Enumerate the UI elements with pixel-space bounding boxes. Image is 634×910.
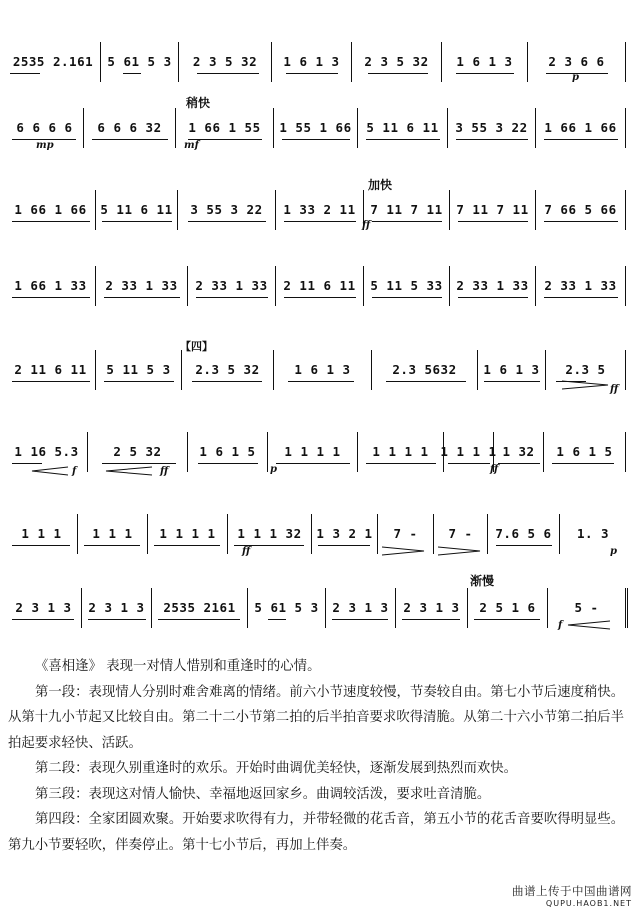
measure-notes: 2 3 5 32 <box>192 53 258 69</box>
dynamic-mark: mp <box>36 140 54 151</box>
measure-notes: 1 33 2 11 <box>283 201 356 217</box>
measure-notes: 1 1 1 <box>92 525 133 541</box>
score-row-8 <box>6 588 628 631</box>
watermark-url: QUPU.HAOB1.NET <box>545 899 632 908</box>
dynamic-mark: p <box>572 72 579 83</box>
measure <box>96 190 178 230</box>
measure-notes: 1 3 2 1 <box>316 525 373 541</box>
measure-notes: 5 61 5 3 <box>254 599 319 615</box>
measure <box>364 190 450 230</box>
dynamic-mark: ff <box>160 466 169 477</box>
measure-notes: 2 11 6 11 <box>283 277 356 293</box>
tempo-marking: 加快 <box>368 178 393 192</box>
measure-notes: 6 6 6 6 <box>16 119 73 135</box>
measure-notes: 1 6 1 3 <box>456 53 513 69</box>
measure <box>536 108 626 148</box>
measure <box>450 190 536 230</box>
measure-notes: 2 33 1 33 <box>105 277 178 293</box>
measure <box>84 108 176 148</box>
measure-notes: 7 66 5 66 <box>544 201 617 217</box>
measure <box>326 588 396 628</box>
measure-notes: 5 11 6 11 <box>100 201 173 217</box>
measure-notes: 7 - <box>393 525 418 541</box>
measure <box>6 350 96 390</box>
measure <box>312 514 378 554</box>
measure-notes: 2 3 1 3 <box>403 599 460 615</box>
measure-notes: 1 6 1 5 <box>556 443 613 459</box>
measure-notes: 2 11 6 11 <box>14 361 87 377</box>
measure <box>352 42 442 82</box>
measure <box>536 190 626 230</box>
measure <box>268 432 358 472</box>
measure-notes: 2.3 5632 <box>392 361 457 377</box>
measure-notes: 1 1 1 1 <box>284 443 341 459</box>
measure <box>248 588 326 628</box>
measure-notes: 1 1 1 <box>21 525 62 541</box>
measure-notes: 3 55 3 22 <box>190 201 263 217</box>
measure <box>148 514 228 554</box>
measure-notes: 1. 3 <box>576 525 610 541</box>
measure <box>78 514 148 554</box>
measure-notes: 2 3 1 3 <box>88 599 145 615</box>
measure-notes: 6 6 6 32 <box>97 119 162 135</box>
dynamic-mark: ff <box>490 464 499 475</box>
measure-notes: 1 6 1 3 <box>283 53 340 69</box>
measure <box>364 266 450 306</box>
measure-notes: 7 - <box>448 525 473 541</box>
measure <box>6 514 78 554</box>
measure <box>188 432 268 472</box>
score-row-1 <box>6 42 628 82</box>
dynamic-mark: ff <box>242 546 251 557</box>
decrescendo-hairpin <box>438 546 482 556</box>
measure <box>228 514 312 554</box>
measure-notes: 1 66 1 33 <box>14 277 87 293</box>
measure <box>272 42 352 82</box>
score-row-3 <box>6 190 628 230</box>
measure-notes: 1 1 1 1 <box>440 443 497 459</box>
measure <box>182 350 274 390</box>
crescendo-hairpin <box>30 466 70 476</box>
measure <box>536 266 626 306</box>
measure-notes: 3 55 3 22 <box>455 119 528 135</box>
measure-notes: 5 61 5 3 <box>107 53 172 69</box>
measure-notes: 1 32 <box>502 443 535 459</box>
measure <box>358 432 444 472</box>
measure-notes: 5 11 6 11 <box>366 119 439 135</box>
tempo-marking: 稍快 <box>186 96 211 110</box>
measure <box>396 588 468 628</box>
dynamic-mark: p <box>270 464 277 475</box>
tempo-marking: 渐慢 <box>470 574 495 588</box>
measure-notes: 1 16 5.3 <box>14 443 79 459</box>
measure <box>372 350 478 390</box>
measure-notes: 2 33 1 33 <box>544 277 617 293</box>
dynamic-mark: mf <box>184 140 199 151</box>
dynamic-mark: p <box>610 546 617 557</box>
dynamic-mark: ff <box>610 384 619 395</box>
commentary-paragraph: 第四段：全家团圆欢聚。开始要求吹得有力，并带轻微的花舌音，第五小节的花舌音要吹得明显些。第九小节要轻吹，伴奏停止。第十七小节后，再加上伴奏。 <box>8 812 625 853</box>
crescendo-hairpin <box>104 466 154 476</box>
measure-notes: 7 11 7 11 <box>456 201 529 217</box>
measure <box>468 588 548 628</box>
dynamic-mark: ff <box>362 220 371 231</box>
commentary-paragraph: 第三段：表现这对情人愉快、幸福地返回家乡。曲调较活泼，要求吐音清脆。 <box>35 786 491 802</box>
measure-notes: 1 66 1 55 <box>188 119 261 135</box>
measure-notes: 1 1 1 1 <box>159 525 216 541</box>
measure-notes: 7.6 5 6 <box>495 525 552 541</box>
measure <box>188 266 276 306</box>
commentary-paragraph: 第一段：表现情人分别时难舍难离的情绪。前六小节速度较慢，节奏较自由。第七小节后速度稍快。从第十九小节起又比较自由。第二十二小节第二拍的后半拍音要求吹得清脆。从第二十六小节第二拍后半拍起要求轻快、活跃。 <box>8 684 625 751</box>
score-row-2 <box>6 108 628 151</box>
measure <box>276 190 364 230</box>
crescendo-hairpin <box>566 620 612 630</box>
measure-notes: 2 3 6 6 <box>548 53 605 69</box>
measure <box>494 432 544 472</box>
measure-notes: 2 33 1 33 <box>456 277 529 293</box>
measure-notes: 5 11 5 33 <box>370 277 443 293</box>
measure-notes: 2.3 5 <box>565 361 606 377</box>
measure <box>6 266 96 306</box>
measure-notes: 1 55 1 66 <box>279 119 352 135</box>
decrescendo-hairpin <box>562 380 610 390</box>
measure-notes: 2 5 1 6 <box>479 599 536 615</box>
measure <box>448 108 536 148</box>
measure <box>101 42 179 82</box>
measure <box>178 190 276 230</box>
commentary-block <box>8 654 626 858</box>
measure <box>442 42 528 82</box>
measure <box>82 588 152 628</box>
site-watermark <box>512 883 632 908</box>
score-row-6 <box>6 432 628 477</box>
measure-notes: 2.3 5 32 <box>195 361 260 377</box>
commentary-intro: 《喜相逢》 表现一对情人惜别和重逢时的心情。 <box>35 659 321 674</box>
measure <box>544 432 626 472</box>
measure-notes: 1 6 1 3 <box>294 361 351 377</box>
score-row-5 <box>6 350 628 395</box>
measure <box>274 350 372 390</box>
measure-notes: 1 1 1 1 <box>372 443 429 459</box>
measure <box>274 108 358 148</box>
watermark-text: 曲谱上传于中国曲谱网 <box>512 884 632 898</box>
measure-notes: 2535 2.161 <box>12 53 94 69</box>
measure-notes: 1 1 1 32 <box>237 525 302 541</box>
measure <box>152 588 248 628</box>
decrescendo-hairpin <box>382 546 426 556</box>
measure-notes: 2 3 1 3 <box>332 599 389 615</box>
dynamic-mark: f <box>72 466 77 477</box>
measure-notes: 2 33 1 33 <box>195 277 268 293</box>
measure <box>96 266 188 306</box>
measure-notes: 7 11 7 11 <box>370 201 443 217</box>
measure <box>276 266 364 306</box>
measure-notes: 1 6 1 3 <box>483 361 540 377</box>
section-marking: 【四】 <box>180 340 213 353</box>
measure-notes: 1 66 1 66 <box>544 119 617 135</box>
score-row-4 <box>6 266 628 306</box>
measure-notes: 5 - <box>574 599 599 615</box>
measure-notes: 5 11 5 3 <box>106 361 171 377</box>
measure-notes: 2 5 32 <box>113 443 162 459</box>
measure <box>6 190 96 230</box>
measure <box>358 108 448 148</box>
measure-notes: 1 6 1 5 <box>199 443 256 459</box>
measure <box>179 42 272 82</box>
measure <box>6 42 101 82</box>
dynamic-mark: f <box>558 620 563 631</box>
measure <box>6 588 82 628</box>
measure-notes: 1 66 1 66 <box>14 201 87 217</box>
measure <box>478 350 546 390</box>
measure <box>450 266 536 306</box>
score-row-7 <box>6 514 628 557</box>
measure-notes: 2 3 5 32 <box>364 53 429 69</box>
measure <box>488 514 560 554</box>
measure <box>96 350 182 390</box>
measure-notes: 2 3 1 3 <box>15 599 72 615</box>
measure-notes: 2535 2161 <box>163 599 236 615</box>
commentary-paragraph: 第二段：表现久别重逢时的欢乐。开始时曲调优美轻快，逐渐发展到热烈而欢快。 <box>35 761 518 776</box>
